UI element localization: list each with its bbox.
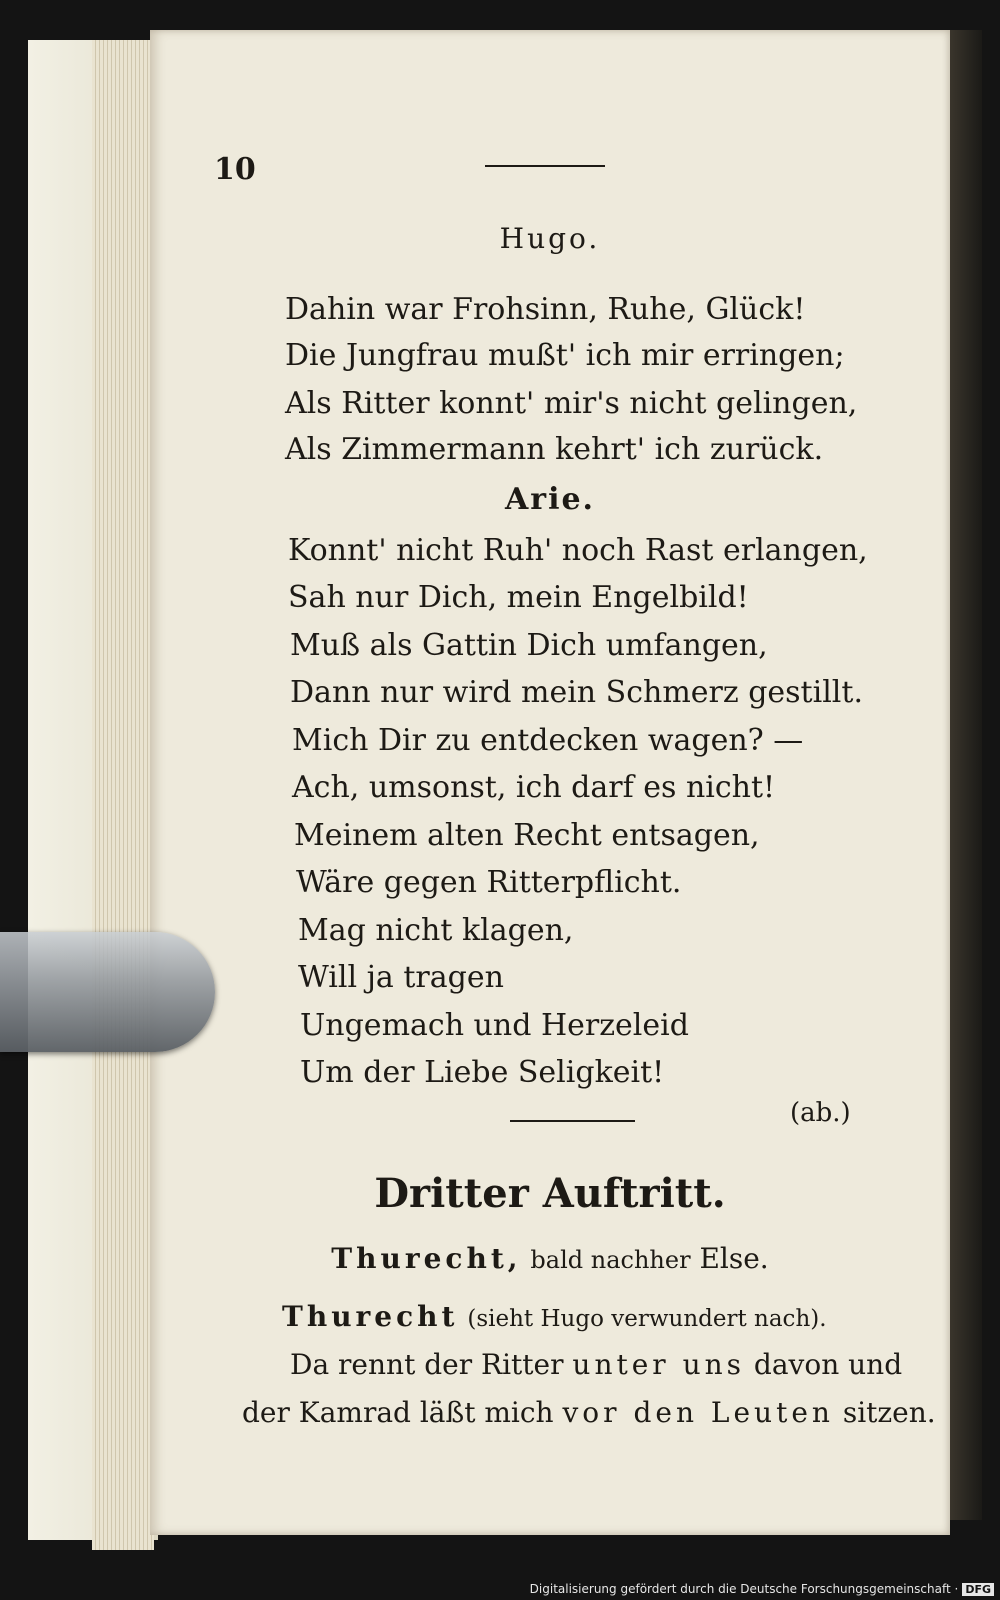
arie-line: Ach, umsonst, ich darf es nicht!: [292, 770, 776, 805]
prose-text: sitzen.: [842, 1396, 936, 1429]
prose-line: [290, 1348, 902, 1381]
footer-credit: [530, 1582, 994, 1596]
header-rule: [485, 165, 605, 167]
stage-direction: (sieht Hugo verwundert nach).: [467, 1306, 827, 1332]
arie-line: Mag nicht klagen,: [298, 913, 574, 948]
prose-speaker: Thurecht: [282, 1300, 459, 1333]
cover-edge: [950, 30, 982, 1520]
section-rule: [510, 1120, 635, 1122]
page-stack: [92, 40, 154, 1550]
cast-name-thurecht: Thurecht,: [331, 1242, 522, 1275]
verse-line: Als Ritter konnt' mir's nicht gelingen,: [285, 386, 858, 421]
prose-speaker-line: [282, 1300, 827, 1333]
act-title: Dritter Auftritt.: [374, 1170, 726, 1217]
arie-line: Ungemach und Herzeleid: [300, 1008, 689, 1043]
arie-line: Sah nur Dich, mein Engelbild!: [288, 580, 749, 615]
book-page: [150, 30, 950, 1535]
verse-line: Als Zimmermann kehrt' ich zurück.: [285, 432, 824, 467]
cast-list: [150, 1242, 950, 1275]
prose-emphasis: vor den Leuten: [562, 1396, 834, 1429]
cast-connector: bald nachher: [530, 1246, 691, 1274]
prose-text: Da rennt der Ritter: [290, 1348, 564, 1381]
page-clip: [0, 932, 215, 1052]
prose-text: der Kamrad läßt mich: [242, 1396, 554, 1429]
prose-emphasis: unter uns: [572, 1348, 746, 1381]
stage-exit: (ab.): [790, 1098, 851, 1128]
arie-line: Um der Liebe Seligkeit!: [300, 1055, 665, 1090]
arie-line: Muß als Gattin Dich umfangen,: [290, 628, 768, 663]
cast-name-else: Else.: [699, 1242, 769, 1275]
prose-text: davon und: [753, 1348, 903, 1381]
footer-text: Digitalisierung gefördert durch die Deutsche Forschungsgemeinschaft ·: [529, 1582, 959, 1596]
page-number: 10: [214, 152, 256, 187]
verse-line: Die Jungfrau mußt' ich mir erringen;: [285, 338, 845, 373]
arie-line: Wäre gegen Ritterpflicht.: [296, 865, 682, 900]
arie-line: Konnt' nicht Ruh' noch Rast erlangen,: [288, 533, 868, 568]
arie-heading: Arie.: [504, 482, 595, 517]
arie-line: Dann nur wird mein Schmerz gestillt.: [290, 675, 863, 710]
speaker-hugo: Hugo.: [499, 222, 601, 255]
arie-line: Mich Dir zu entdecken wagen? —: [292, 723, 804, 758]
dfg-logo: DFG: [962, 1583, 994, 1596]
verse-line: Dahin war Frohsinn, Ruhe, Glück!: [285, 292, 806, 327]
arie-line: Will ja tragen: [298, 960, 504, 995]
prose-line: [242, 1396, 936, 1429]
arie-line: Meinem alten Recht entsagen,: [294, 818, 760, 853]
